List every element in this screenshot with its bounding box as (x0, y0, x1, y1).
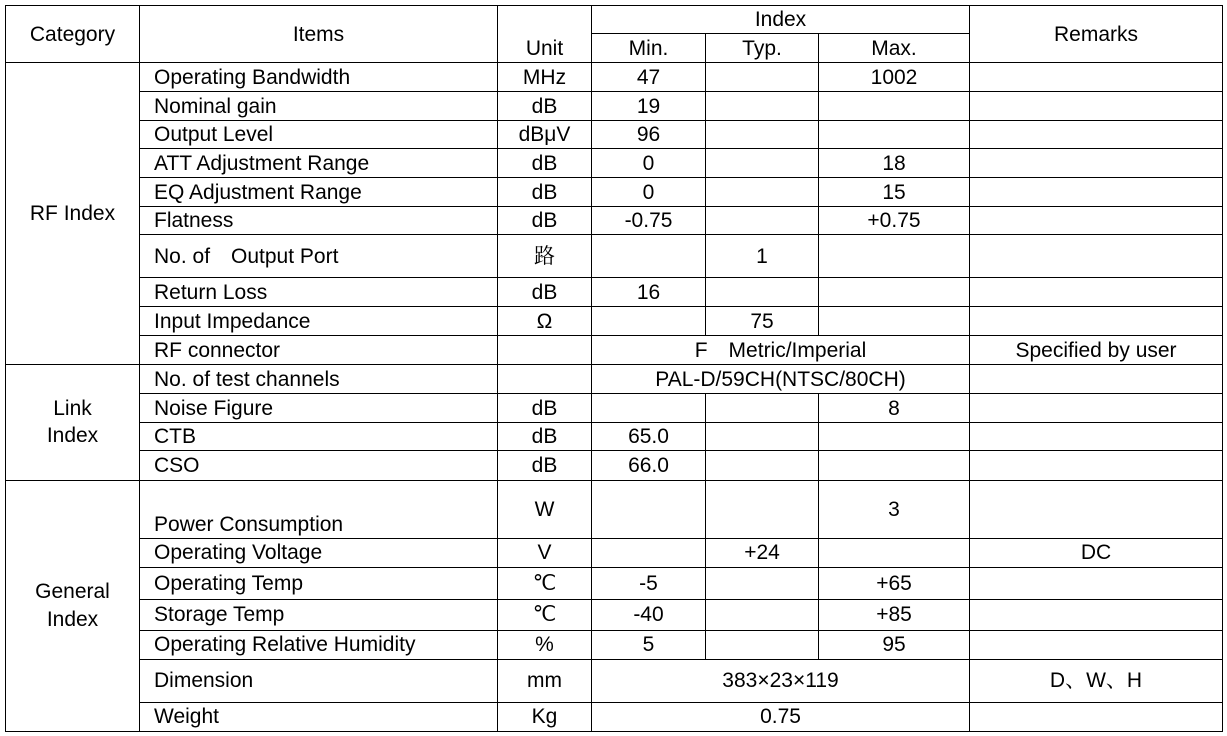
header-items: Items (140, 6, 498, 63)
min-cell: 16 (592, 278, 706, 307)
item-cell: Power Consumption (140, 480, 498, 538)
typ-cell (706, 480, 819, 538)
typ-cell (706, 451, 819, 480)
remarks-cell (970, 121, 1223, 149)
item-cell: Operating Bandwidth (140, 63, 498, 92)
category-link-index (6, 365, 140, 480)
max-cell (819, 451, 970, 480)
item-cell: Noise Figure (140, 394, 498, 423)
item-cell: ATT Adjustment Range (140, 149, 498, 178)
max-cell: 8 (819, 394, 970, 423)
max-cell: +65 (819, 567, 970, 599)
unit-cell: dB (498, 278, 592, 307)
table-row (6, 630, 1223, 659)
min-cell: 47 (592, 63, 706, 92)
remarks-cell: D、W、H (970, 659, 1223, 702)
table-row (6, 63, 1223, 92)
header-category: Category (6, 6, 140, 63)
typ-cell (706, 394, 819, 423)
item-cell: Weight (140, 702, 498, 731)
item-cell: Storage Temp (140, 599, 498, 630)
min-cell: 0 (592, 178, 706, 207)
unit-cell (498, 336, 592, 365)
max-cell: 18 (819, 149, 970, 178)
unit-cell (498, 365, 592, 394)
remarks-cell (970, 307, 1223, 336)
remarks-cell (970, 702, 1223, 731)
max-cell (819, 121, 970, 149)
table-row (6, 307, 1223, 336)
unit-cell: Kg (498, 702, 592, 731)
unit-cell: MHz (498, 63, 592, 92)
unit-cell: mm (498, 659, 592, 702)
max-cell (819, 92, 970, 121)
item-cell: Input Impedance (140, 307, 498, 336)
max-cell (819, 307, 970, 336)
table-row (6, 480, 1223, 538)
item-cell: Operating Relative Humidity (140, 630, 498, 659)
table-row (6, 702, 1223, 731)
typ-cell: 1 (706, 235, 819, 278)
typ-cell (706, 92, 819, 121)
max-cell: 1002 (819, 63, 970, 92)
table-row (6, 394, 1223, 423)
unit-cell: Ω (498, 307, 592, 336)
header-max: Max. (819, 34, 970, 63)
typ-cell: +24 (706, 538, 819, 567)
max-cell: 95 (819, 630, 970, 659)
unit-cell: ℃ (498, 567, 592, 599)
item-cell: Nominal gain (140, 92, 498, 121)
remarks-cell (970, 63, 1223, 92)
unit-cell: dB (498, 451, 592, 480)
remarks-cell (970, 365, 1223, 394)
typ-cell (706, 278, 819, 307)
min-cell (592, 538, 706, 567)
item-cell: No. of test channels (140, 365, 498, 394)
min-cell: 0 (592, 149, 706, 178)
unit-cell: ℃ (498, 599, 592, 630)
min-cell: 19 (592, 92, 706, 121)
remarks-cell (970, 630, 1223, 659)
table-row (6, 121, 1223, 149)
item-cell: Operating Voltage (140, 538, 498, 567)
unit-cell: dB (498, 207, 592, 235)
remarks-cell (970, 235, 1223, 278)
category-link-line-1: Link (53, 397, 92, 421)
item-cell: Output Level (140, 121, 498, 149)
item-cell: Operating Temp (140, 567, 498, 599)
table-row (6, 365, 1223, 394)
unit-cell: dB (498, 178, 592, 207)
table-row (6, 567, 1223, 599)
table-row (6, 178, 1223, 207)
item-cell: EQ Adjustment Range (140, 178, 498, 207)
category-general-line-2: Index (46, 607, 99, 631)
table-row (6, 207, 1223, 235)
remarks-cell (970, 394, 1223, 423)
table-row (6, 599, 1223, 630)
table-row (6, 278, 1223, 307)
min-cell (592, 480, 706, 538)
max-cell (819, 235, 970, 278)
spec-table (5, 5, 1223, 732)
unit-cell: dB (498, 394, 592, 423)
unit-cell: dB (498, 423, 592, 451)
min-cell (592, 307, 706, 336)
item-cell: CTB (140, 423, 498, 451)
unit-cell: dBμV (498, 121, 592, 149)
min-cell: -40 (592, 599, 706, 630)
max-cell: 15 (819, 178, 970, 207)
remarks-cell (970, 178, 1223, 207)
typ-cell: 75 (706, 307, 819, 336)
remarks-cell (970, 480, 1223, 538)
header-typ: Typ. (706, 34, 819, 63)
max-cell: 3 (819, 480, 970, 538)
header-row (6, 6, 1223, 34)
typ-cell (706, 63, 819, 92)
unit-cell: % (498, 630, 592, 659)
remarks-cell (970, 567, 1223, 599)
remarks-cell (970, 149, 1223, 178)
remarks-cell (970, 278, 1223, 307)
unit-cell: V (498, 538, 592, 567)
typ-cell (706, 567, 819, 599)
unit-cell: dB (498, 92, 592, 121)
typ-cell (706, 149, 819, 178)
header-unit: Unit (498, 6, 592, 63)
min-cell: -5 (592, 567, 706, 599)
item-cell: RF connector (140, 336, 498, 365)
item-cell: CSO (140, 451, 498, 480)
unit-cell: W (498, 480, 592, 538)
remarks-cell: Specified by user (970, 336, 1223, 365)
typ-cell (706, 178, 819, 207)
unit-cell: 路 (498, 235, 592, 278)
max-cell: +85 (819, 599, 970, 630)
item-cell: Return Loss (140, 278, 498, 307)
typ-cell (706, 207, 819, 235)
remarks-cell (970, 207, 1223, 235)
index-span-cell: 383×23×119 (592, 659, 970, 702)
category-rf-index: RF Index (6, 63, 140, 365)
min-cell: 96 (592, 121, 706, 149)
min-cell: 65.0 (592, 423, 706, 451)
table-row (6, 235, 1223, 278)
table-row (6, 149, 1223, 178)
typ-cell (706, 630, 819, 659)
item-cell: No. of Output Port (140, 235, 498, 278)
header-index: Index (592, 6, 970, 34)
category-general-index (6, 480, 140, 731)
index-span-cell: 0.75 (592, 702, 970, 731)
table-row (6, 336, 1223, 365)
remarks-cell: DC (970, 538, 1223, 567)
table-row (6, 451, 1223, 480)
index-span-cell: F Metric/Imperial (592, 336, 970, 365)
table-row (6, 538, 1223, 567)
remarks-cell (970, 423, 1223, 451)
remarks-cell (970, 451, 1223, 480)
max-cell (819, 278, 970, 307)
min-cell: 66.0 (592, 451, 706, 480)
index-span-cell: PAL-D/59CH(NTSC/80CH) (592, 365, 970, 394)
header-remarks: Remarks (970, 6, 1223, 63)
category-general-line-1: General (35, 580, 110, 604)
item-cell: Flatness (140, 207, 498, 235)
typ-cell (706, 121, 819, 149)
typ-cell (706, 423, 819, 451)
category-link-line-2: Index (46, 424, 99, 448)
item-cell: Dimension (140, 659, 498, 702)
max-cell (819, 538, 970, 567)
header-min: Min. (592, 34, 706, 63)
table-row (6, 423, 1223, 451)
remarks-cell (970, 599, 1223, 630)
min-cell (592, 394, 706, 423)
max-cell: +0.75 (819, 207, 970, 235)
unit-cell: dB (498, 149, 592, 178)
table-row (6, 92, 1223, 121)
typ-cell (706, 599, 819, 630)
remarks-cell (970, 92, 1223, 121)
min-cell: 5 (592, 630, 706, 659)
table-row (6, 659, 1223, 702)
min-cell: -0.75 (592, 207, 706, 235)
min-cell (592, 235, 706, 278)
max-cell (819, 423, 970, 451)
